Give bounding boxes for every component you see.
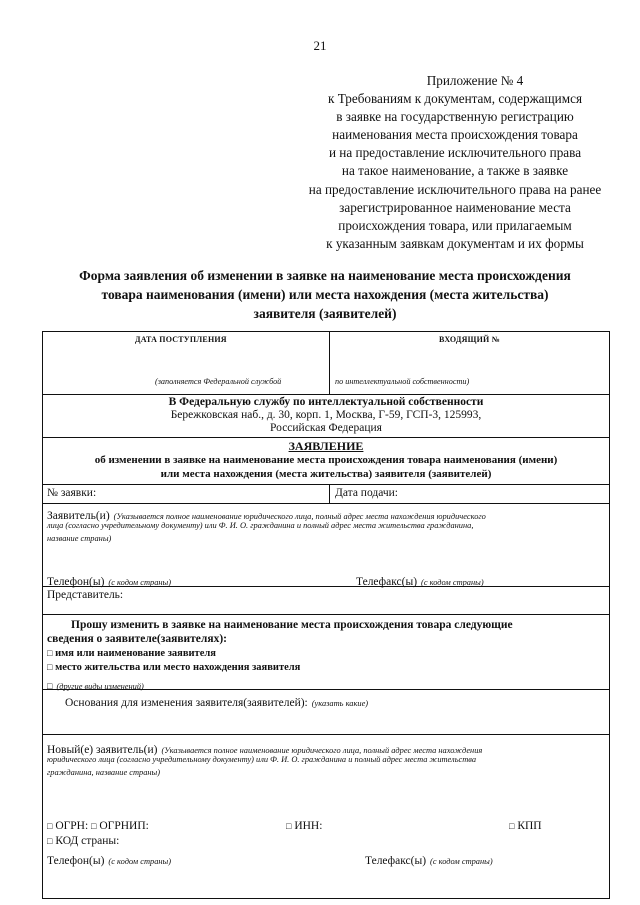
checkbox-icon[interactable]: □ xyxy=(286,821,292,831)
request-option-other-label: (другие виды изменений) xyxy=(56,682,144,691)
statement-line2: или места нахождения (места жительства) заявителя (заявителей) xyxy=(160,468,492,480)
inn-field xyxy=(286,820,322,832)
new-applicant-fax-note: (с кодом страны) xyxy=(430,857,493,866)
checkbox-icon[interactable]: □ xyxy=(91,821,97,831)
new-applicant-fax-label: Телефакс(ы) xyxy=(365,855,427,867)
grounds-block xyxy=(43,689,609,734)
incoming-number-label: ВХОДЯЩИЙ № xyxy=(439,335,500,344)
applicant-phone-note: (с кодом страны) xyxy=(108,578,171,587)
form-title-line: заявителя (заявителей) xyxy=(253,306,397,321)
applicant-note-line3: название страны) xyxy=(47,534,112,543)
country-code-field xyxy=(47,835,119,847)
new-applicant-fax xyxy=(365,851,493,869)
date-received-label: ДАТА ПОСТУПЛЕНИЯ xyxy=(135,335,227,344)
grounds-heading xyxy=(65,693,368,711)
annex-line: в заявке на государственную регистрацию xyxy=(336,109,574,125)
annex-line: и на предоставление исключительного права xyxy=(328,145,582,161)
addressee-line1: В Федеральную службу по интеллектуальной собственности xyxy=(168,396,484,408)
form-title-line: Форма заявления об изменении в заявке на наименование места происхождения xyxy=(79,268,571,283)
inn-label: ИНН: xyxy=(294,820,323,832)
form-title-line: товара наименования (имени) или места нахождения (места жительства) xyxy=(101,287,549,302)
kpp-field xyxy=(509,820,542,832)
ogrnip-label: ОГРНИП: xyxy=(99,820,149,832)
annex-line: происхождения товара, или прилагаемым xyxy=(338,217,572,233)
checkbox-icon[interactable]: □ xyxy=(47,821,53,831)
new-applicant-phone-label: Телефон(ы) xyxy=(47,855,105,867)
applicant-fax-label: Телефакс(ы) xyxy=(356,576,418,588)
checkbox-icon[interactable]: □ xyxy=(47,648,53,658)
new-applicant-note-line2: юридического лица (согласно учредительному документу) или Ф. И. О. гражданина и полный адрес места жительства xyxy=(47,755,477,764)
application-number-label: № заявки: xyxy=(47,487,97,499)
header-divider xyxy=(329,332,330,394)
statement-block xyxy=(43,437,609,484)
addressee-block xyxy=(43,394,609,437)
annex-line: наименования места происхождения товара xyxy=(332,127,578,143)
new-applicant-note-line1: (Указывается полное наименование юридического лица, полный адрес места нахождения xyxy=(161,746,483,755)
applicant-label: Заявитель(и) xyxy=(47,510,110,522)
application-number-row xyxy=(43,484,609,503)
statement-heading: ЗАЯВЛЕНИЕ xyxy=(288,439,364,453)
ogrn-label: ОГРН: xyxy=(55,820,89,832)
grounds-label: Основания для изменения заявителя(заявителей): xyxy=(65,697,308,709)
representative-block xyxy=(43,586,609,614)
request-option-address xyxy=(47,662,300,673)
addressee-line3: Российская Федерация xyxy=(270,422,382,434)
header-note-left: (заполняется Федеральной службой xyxy=(155,377,282,386)
applicant-fax-note: (с кодом страны) xyxy=(421,578,484,587)
request-line2: сведения о заявителе(заявителях): xyxy=(47,633,227,645)
annex-line: Приложение № 4 xyxy=(426,73,524,88)
filing-date-label: Дата подачи: xyxy=(335,487,398,499)
applicant-phone-label: Телефон(ы) xyxy=(47,576,105,588)
new-applicant-block xyxy=(43,734,609,898)
grounds-note: (указать какие) xyxy=(311,699,369,708)
request-option-address-label: место жительства или место нахождения заявителя xyxy=(55,662,301,673)
request-line1: Прошу изменить в заявке на наименование места происхождения товара следующие xyxy=(71,619,513,631)
page-number: 21 xyxy=(313,38,327,53)
applicant-note-line2: лица (согласно учредительному документу) или Ф. И. О. гражданина и полный адрес места жительства гражданина, xyxy=(47,521,474,530)
checkbox-icon[interactable]: □ xyxy=(47,662,53,672)
annex-line: к Требованиям к документам, содержащимся xyxy=(327,91,583,107)
application-number-divider xyxy=(329,484,330,503)
ogrn-field xyxy=(47,820,149,832)
applicant-note-line1: (Указывается полное наименование юридического лица, полный адрес места нахождения юридического xyxy=(113,512,486,521)
application-form xyxy=(42,331,610,899)
annex-caption xyxy=(270,72,640,253)
request-option-name xyxy=(47,648,216,659)
new-applicant-phone-note: (с кодом страны) xyxy=(108,857,171,866)
applicant-block xyxy=(43,503,609,586)
annex-line: к указанным заявкам документам и их формы xyxy=(326,235,584,251)
header-note-right: по интеллектуальной собственности) xyxy=(335,377,470,386)
new-applicant-label: Новый(е) заявитель(и) xyxy=(47,744,158,756)
annex-line: зарегистрированное наименование места xyxy=(339,199,571,215)
new-applicant-note-line3: гражданина, название страны) xyxy=(47,768,161,777)
checkbox-icon[interactable]: □ xyxy=(47,681,53,691)
form-title xyxy=(40,266,610,323)
checkbox-icon[interactable]: □ xyxy=(47,836,53,846)
annex-line: на такое наименование, а также в заявке xyxy=(341,163,569,179)
new-applicant-phone xyxy=(47,851,171,869)
addressee-line2: Бережковская наб., д. 30, корп. 1, Москва, Г-59, ГСП-3, 125993, xyxy=(170,409,482,421)
annex-line: на предоставление исключительного права на ранее xyxy=(308,181,602,197)
representative-label: Представитель: xyxy=(47,589,124,601)
statement-line1: об изменении в заявке на наименование места происхождения товара наименования (имени) xyxy=(94,454,558,466)
request-option-name-label: имя или наименование заявителя xyxy=(55,648,216,659)
kpp-label: КПП xyxy=(517,820,542,832)
country-code-label: КОД страны: xyxy=(55,835,120,847)
checkbox-icon[interactable]: □ xyxy=(509,821,515,831)
request-block xyxy=(43,614,609,689)
